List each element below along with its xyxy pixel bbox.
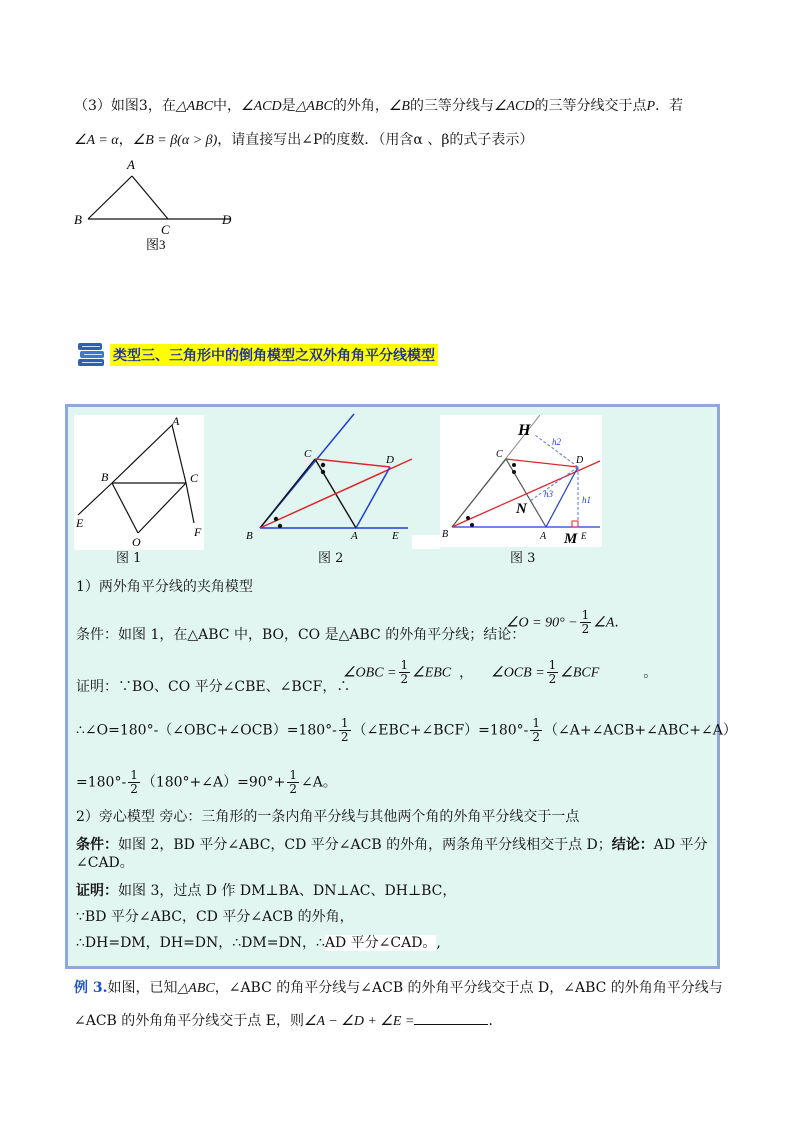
label-h1: h1 — [582, 495, 591, 505]
text-segment: （3）如图3，在 — [74, 98, 176, 114]
figure-3-triangle — [70, 155, 240, 255]
fraction: $\frac{1}{2}$ — [532, 716, 540, 744]
label-a: A — [351, 530, 358, 541]
label-a: A — [127, 157, 135, 172]
label-e: E — [76, 516, 84, 530]
fraction: $\frac{1}{2}$ — [400, 658, 409, 686]
fraction: $\frac{1}{2}$ — [130, 768, 138, 796]
model1-step2: =180°- $\frac{1}{2}$ （180°+∠A）=90°+ $\frac{1}{2}$ ∠A。 — [76, 768, 337, 796]
angle-symbol: ∠ACD — [493, 99, 535, 114]
example3-line1: 例 3.如图，已知△ABC，∠ABC 的角平分线与∠ACB 的外角平分线交于点 D，∠ABC 的外角角平分线与 — [74, 980, 723, 996]
example3-line2: ∠ACB 的外角角平分线交于点 E，则∠A − ∠D + ∠E = ． — [74, 1010, 502, 1032]
model2-conclusion: ∠CAD。 — [76, 855, 134, 871]
perp-dn — [530, 467, 578, 501]
angle-mark — [466, 516, 470, 520]
condition-text: 条件：如图 1，在△ABC 中，BO，CO 是△ABC 的外角平分线；结论： — [76, 627, 526, 643]
angle-mark — [512, 470, 516, 474]
label-f: F — [194, 525, 202, 539]
model1-condition — [76, 625, 525, 645]
model2-proof-line2: ∵BD 平分∠ABC，CD 平分∠ACB 的外角， — [76, 909, 354, 925]
line-a-c — [172, 425, 186, 483]
label-b: B — [246, 530, 253, 541]
white-patch — [412, 535, 440, 549]
line-co — [138, 483, 186, 533]
angle-symbol: ∠B — [388, 99, 410, 114]
book-stack-icon — [76, 340, 106, 370]
text-segment: 的三等分线与 — [409, 98, 494, 114]
angle-mark — [512, 463, 516, 467]
fraction: $\frac{1}{2}$ — [548, 658, 557, 686]
right-angle-mark — [572, 521, 578, 527]
fraction: $\frac{1}{2}$ — [340, 716, 349, 744]
section-title: 类型三、三角形中的倒角模型之双外角角平分线模型 — [110, 344, 438, 366]
figure-caption: 图3 — [146, 237, 166, 252]
angle-mark — [278, 524, 282, 528]
answer-blank[interactable] — [414, 1010, 488, 1025]
given-condition: ∠A = α — [74, 133, 119, 148]
label-e: E — [392, 530, 399, 541]
question-text: ，请直接写出∠P的度数．（用含α 、β的式子表示） — [217, 132, 534, 148]
figure-2 — [240, 411, 415, 541]
figure-2-caption: 图 2 — [318, 551, 344, 566]
label-c: C — [190, 471, 199, 485]
label-d: D — [222, 212, 232, 227]
model-box — [65, 404, 737, 969]
label-h: H — [518, 422, 531, 439]
text-segment: ．若 — [655, 98, 684, 114]
text-segment: 中， — [213, 98, 242, 114]
angle-mark — [274, 517, 278, 521]
line-bo — [112, 483, 138, 533]
formula-part: ∠A — [593, 615, 615, 631]
bisector-cd — [315, 459, 390, 467]
model1-step1: ∴∠O=180°-（∠OBC+∠OCB）=180°- $\frac{1}{2}$ （∠EBC+∠BCF）=180°- $\frac{1}{2}$ （∠A+∠ACB+∠ABC+∠A） — [76, 716, 737, 744]
model1-conclusion-formula — [506, 609, 619, 636]
side-ab — [88, 176, 132, 219]
text-segment: 是 — [281, 98, 296, 114]
triangle-symbol: △ABC — [175, 99, 214, 114]
problem3-line2 — [74, 130, 533, 151]
formula-part: ∠O = 90° − — [506, 615, 578, 631]
label-a: A — [540, 531, 547, 542]
side-bc — [452, 459, 506, 527]
model2-title: 2）旁心模型 旁心：三角形的一条内角平分线与其他两个角的外角平分线交于一点 — [76, 809, 580, 825]
text-segment: 的外角， — [332, 98, 389, 114]
example-label: 例 3 — [74, 980, 103, 996]
given-condition: ∠B = β(α > β) — [132, 133, 218, 148]
label-c: C — [161, 222, 170, 237]
label-h3: h3 — [544, 489, 553, 499]
text-segment: ， — [118, 132, 133, 148]
triangle-symbol: △ABC — [295, 99, 333, 114]
label-a: A — [172, 415, 180, 428]
model1-proof-formula: ∠OBC = $\frac{1}{2}$ ∠EBC ， ∠OCB = $\frac{1}{2}$ ∠BCF 。 — [343, 658, 658, 686]
label-d: D — [386, 454, 394, 466]
side-bc — [260, 459, 315, 528]
label-o: O — [132, 535, 141, 549]
figure-3 — [440, 415, 602, 547]
formula-part: . — [614, 614, 619, 631]
problem3-line1 — [74, 96, 683, 117]
angle-symbol: ∠ACD — [241, 99, 282, 114]
label-b: B — [101, 470, 109, 484]
fraction: $\frac{1}{2}$ — [289, 768, 298, 796]
model2-condition: 条件：如图 2，BD 平分∠ABC，CD 平分∠ACB 的外角，两条角平分线相交于点 D；结论：AD 平分 — [76, 837, 708, 853]
model1-title: 1）两外角平分线的夹角模型 — [76, 579, 253, 595]
bisector-cd — [506, 459, 578, 467]
model2-proof: 证明：如图 3，过点 D 作 DM⊥BA、DN⊥AC、DH⊥BC， — [76, 883, 457, 899]
line-a-b-e — [112, 425, 172, 483]
figure-3-panel — [440, 415, 602, 547]
angle-mark — [470, 523, 474, 527]
label-d: D — [576, 455, 584, 466]
label-n: N — [516, 501, 527, 517]
label-b: B — [74, 212, 82, 227]
angle-mark — [321, 463, 325, 467]
line-b-e — [78, 483, 112, 515]
side-ac — [132, 176, 168, 219]
label-b: B — [442, 529, 449, 540]
proof-text: 证明：∵BO、CO 平分∠CBE、∠BCF，∴ — [76, 679, 351, 695]
label-c: C — [304, 448, 312, 460]
point-symbol: P — [646, 99, 656, 114]
fraction: $\frac{1}{2}$ — [581, 608, 590, 636]
figure-1-caption: 图 1 — [116, 551, 142, 566]
model1-proof — [76, 677, 350, 697]
figure-1 — [74, 415, 204, 550]
angle-mark — [321, 470, 325, 474]
label-c: C — [496, 449, 503, 460]
label-e: E — [581, 531, 587, 541]
label-h2: h2 — [552, 437, 561, 447]
text-segment: 的三等分线交于点 — [534, 98, 647, 114]
figure-3-caption: 图 3 — [510, 551, 536, 566]
model2-proof-line3: ∴DH=DM，DH=DN，∴DM=DN，∴AD 平分∠CAD。, — [76, 935, 441, 951]
label-m: M — [564, 531, 578, 547]
line-c-f — [186, 483, 194, 523]
figure-1-panel — [74, 415, 204, 550]
